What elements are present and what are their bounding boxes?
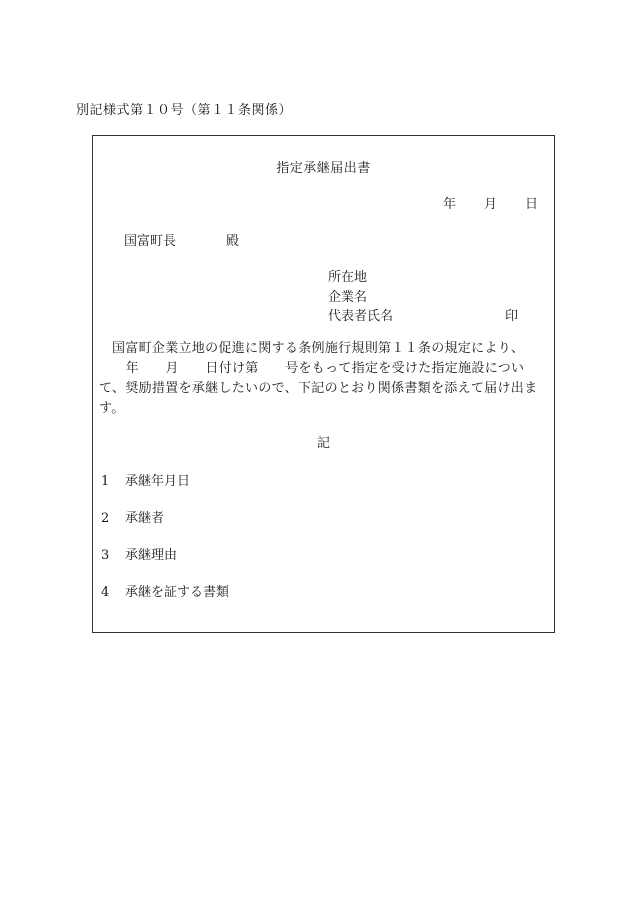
body-line: て、奨励措置を承継したいので、下記のとおり関係書類を添えて届け出ま	[99, 381, 538, 396]
document-title: 指定承継届出書	[276, 161, 371, 176]
ki-heading: 記	[316, 436, 330, 451]
addressee	[124, 230, 239, 249]
body-paragraph	[99, 339, 549, 419]
date-month-label: 月	[484, 197, 498, 212]
applicant-address-label: 所在地	[328, 270, 368, 285]
seal-mark-label: 印	[505, 309, 519, 324]
item-number: 4	[101, 585, 110, 600]
addressee-name: 国富町長	[124, 234, 177, 249]
applicant-representative	[328, 305, 519, 324]
list-item	[101, 581, 229, 600]
body-line: す。	[99, 401, 125, 416]
list-item	[101, 470, 190, 489]
date-day-label: 日	[525, 197, 539, 212]
addressee-honorific: 殿	[226, 234, 240, 249]
body-line: 年 月 日付け第 号をもって指定を受けた指定施設につい	[99, 361, 525, 376]
item-number: 3	[101, 548, 110, 563]
item-number: 1	[101, 474, 110, 489]
item-label: 承継者	[125, 511, 165, 526]
notification-form	[92, 135, 555, 633]
list-item	[101, 507, 164, 526]
list-item	[101, 544, 177, 563]
form-number-label: 別記様式第１０号（第１１条関係）	[76, 103, 293, 118]
item-label: 承継を証する書類	[125, 585, 230, 600]
item-number: 2	[101, 511, 110, 526]
date-year-label: 年	[443, 197, 457, 212]
applicant-representative-label: 代表者氏名	[328, 309, 394, 324]
item-label: 承継理由	[125, 548, 178, 563]
body-line: 国富町企業立地の促進に関する条例施行規則第１１条の規定により、	[112, 341, 525, 356]
applicant-company-label: 企業名	[328, 290, 368, 305]
item-label: 承継年月日	[125, 474, 191, 489]
